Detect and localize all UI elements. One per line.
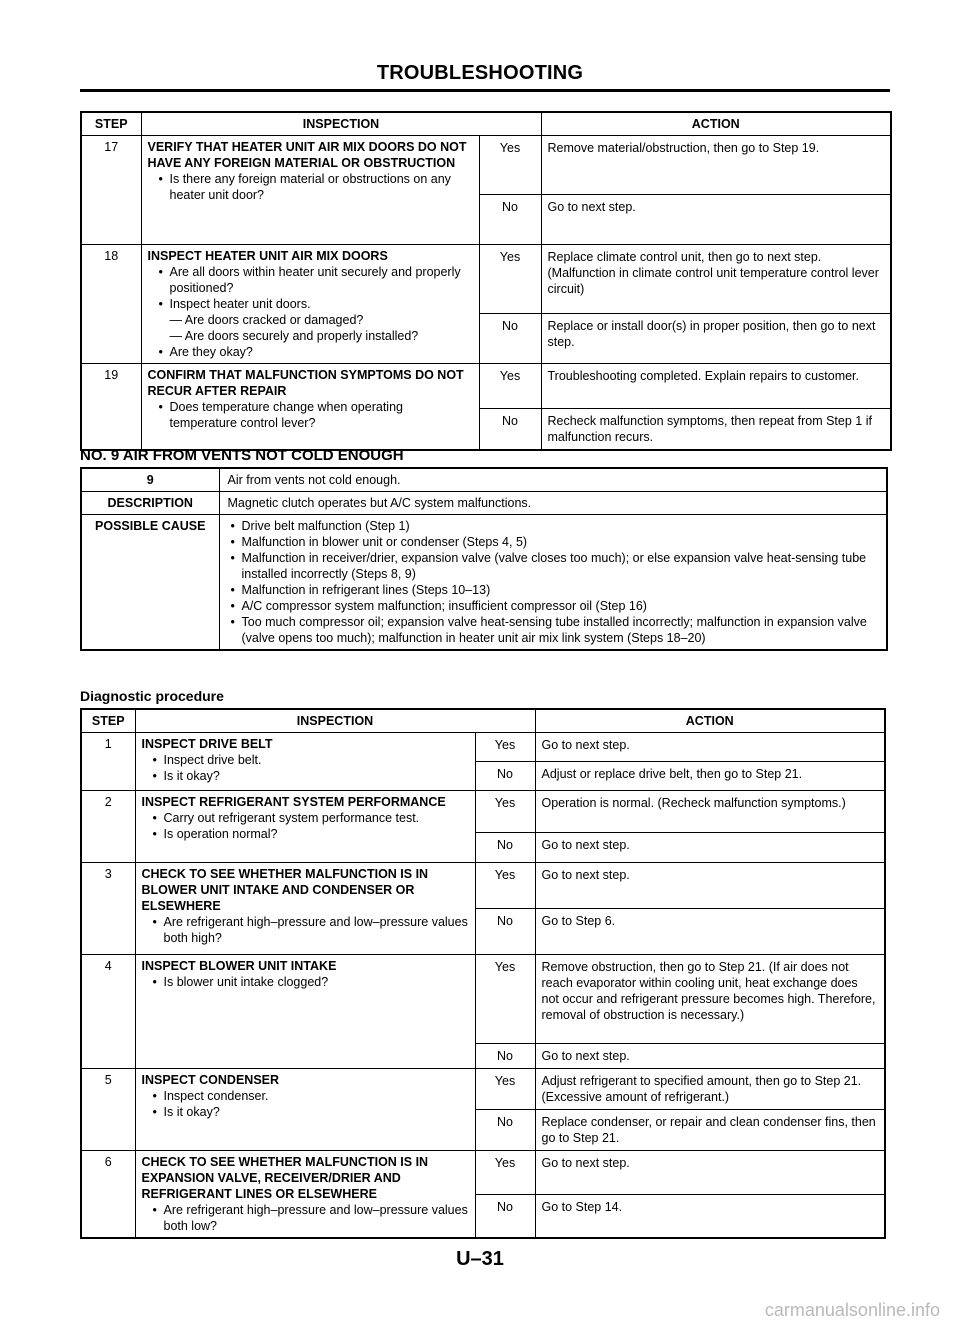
table-row bbox=[81, 492, 887, 515]
answer-no: No bbox=[475, 833, 535, 863]
step-number: 6 bbox=[81, 1151, 135, 1239]
table-row bbox=[81, 515, 887, 651]
inspection-item: • Carry out refrigerant system performance test. bbox=[142, 810, 469, 826]
watermark: carmanualsonline.info bbox=[764, 1300, 940, 1320]
title-divider bbox=[80, 89, 890, 92]
description-table bbox=[80, 467, 888, 651]
answer-yes: Yes bbox=[475, 733, 535, 762]
action-text: Operation is normal. (Recheck malfunction symptoms.) bbox=[535, 791, 885, 833]
action-text: Go to next step. bbox=[535, 833, 885, 863]
inspection-subitem: — Are doors securely and properly installed? bbox=[169, 329, 419, 343]
inspection-item: • Are they okay? bbox=[148, 344, 473, 360]
step-number: 19 bbox=[81, 364, 141, 451]
action-text: Troubleshooting completed. Explain repairs to customer. bbox=[541, 364, 891, 409]
possible-cause-label: POSSIBLE CAUSE bbox=[81, 515, 219, 651]
diagnostic-table bbox=[80, 708, 886, 1239]
section-heading: NO. 9 AIR FROM VENTS NOT COLD ENOUGH bbox=[80, 447, 404, 464]
inspection-item: • Are all doors within heater unit securely and properly positioned? bbox=[148, 264, 473, 296]
inspection-item: • Are refrigerant high–pressure and low–pressure values both low? bbox=[142, 1202, 469, 1234]
header-step: STEP bbox=[81, 112, 141, 136]
answer-yes: Yes bbox=[475, 863, 535, 909]
answer-no: No bbox=[475, 1195, 535, 1238]
action-text: Remove obstruction, then go to Step 21. (If air does not reach evaporator within cooling unit, heat exchange does not occur and refrigerant pressure becomes high. Therefore, removal of obstruction is necessary.) bbox=[535, 955, 885, 1044]
inspection-item: • Inspect drive belt. bbox=[142, 752, 469, 768]
answer-yes: Yes bbox=[475, 791, 535, 833]
inspection-item: • Is there any foreign material or obstructions on any heater unit door? bbox=[148, 171, 473, 203]
inspection-title: CHECK TO SEE WHETHER MALFUNCTION IS IN EXPANSION VALVE, RECEIVER/DRIER AND REFRIGERANT LINES OR ELSEWHERE bbox=[141, 1155, 429, 1201]
inspection-item: • Is operation normal? bbox=[142, 826, 469, 842]
table-row bbox=[81, 468, 887, 492]
table-row bbox=[81, 955, 885, 1044]
table-row bbox=[81, 791, 885, 833]
answer-yes: Yes bbox=[479, 364, 541, 409]
inspection-title: INSPECT CONDENSER bbox=[141, 1073, 280, 1087]
step-number: 5 bbox=[81, 1069, 135, 1151]
action-text: Go to next step. bbox=[535, 733, 885, 762]
inspection-title: INSPECT REFRIGERANT SYSTEM PERFORMANCE bbox=[141, 795, 446, 809]
inspection-cell bbox=[135, 1069, 475, 1151]
answer-no: No bbox=[475, 1110, 535, 1151]
inspection-cell bbox=[135, 1151, 475, 1239]
answer-no: No bbox=[479, 409, 541, 451]
cause-item: • Drive belt malfunction (Step 1) bbox=[220, 518, 879, 534]
answer-no: No bbox=[475, 762, 535, 791]
action-text: Go to next step. bbox=[541, 195, 891, 245]
description-label: DESCRIPTION bbox=[81, 492, 219, 515]
action-text: Adjust or replace drive belt, then go to Step 21. bbox=[535, 762, 885, 791]
inspection-item: • Is it okay? bbox=[142, 768, 469, 784]
answer-yes: Yes bbox=[479, 136, 541, 195]
description-text: Magnetic clutch operates but A/C system malfunctions. bbox=[219, 492, 887, 515]
table-row bbox=[81, 1069, 885, 1110]
inspection-title: CHECK TO SEE WHETHER MALFUNCTION IS IN BLOWER UNIT INTAKE AND CONDENSER OR ELSEWHERE bbox=[141, 867, 429, 913]
top-steps-table bbox=[80, 111, 892, 451]
action-text: Go to next step. bbox=[535, 1044, 885, 1069]
inspection-cell bbox=[135, 733, 475, 791]
cause-item: • Malfunction in blower unit or condenser (Steps 4, 5) bbox=[220, 534, 879, 550]
inspection-cell bbox=[141, 364, 479, 451]
inspection-cell bbox=[135, 863, 475, 955]
inspection-cell bbox=[135, 955, 475, 1069]
cause-item: • Malfunction in refrigerant lines (Steps 10–13) bbox=[220, 582, 879, 598]
table-row bbox=[81, 364, 891, 409]
symptom-text: Air from vents not cold enough. bbox=[219, 468, 887, 492]
inspection-item: • Are refrigerant high–pressure and low–pressure values both high? bbox=[142, 914, 469, 946]
table-row bbox=[81, 136, 891, 195]
header-step: STEP bbox=[81, 709, 135, 733]
action-text: Go to Step 14. bbox=[535, 1195, 885, 1238]
inspection-title: VERIFY THAT HEATER UNIT AIR MIX DOORS DO NOT HAVE ANY FOREIGN MATERIAL OR OBSTRUCTION bbox=[147, 140, 467, 170]
action-text: Replace or install door(s) in proper position, then go to next step. bbox=[541, 313, 891, 363]
step-number: 1 bbox=[81, 733, 135, 791]
step-number: 18 bbox=[81, 245, 141, 364]
header-action: ACTION bbox=[535, 709, 885, 733]
action-text: Replace condenser, or repair and clean condenser fins, then go to Step 21. bbox=[535, 1110, 885, 1151]
action-text: Go to Step 6. bbox=[535, 909, 885, 955]
step-number: 2 bbox=[81, 791, 135, 863]
inspection-item: • Is blower unit intake clogged? bbox=[142, 974, 469, 990]
inspection-item: • Inspect heater unit doors. bbox=[148, 296, 473, 312]
table-header-row bbox=[81, 112, 891, 136]
action-text: Go to next step. bbox=[535, 863, 885, 909]
inspection-title: INSPECT BLOWER UNIT INTAKE bbox=[141, 959, 337, 973]
step-number: 3 bbox=[81, 863, 135, 955]
answer-yes: Yes bbox=[479, 245, 541, 314]
header-action: ACTION bbox=[541, 112, 891, 136]
table-row bbox=[81, 245, 891, 314]
page-number: U–31 bbox=[456, 1248, 504, 1270]
inspection-title: INSPECT HEATER UNIT AIR MIX DOORS bbox=[147, 249, 388, 263]
action-text: Remove material/obstruction, then go to Step 19. bbox=[541, 136, 891, 195]
header-inspection: INSPECTION bbox=[135, 709, 535, 733]
inspection-cell bbox=[135, 791, 475, 863]
inspection-item: • Is it okay? bbox=[142, 1104, 469, 1120]
cause-item: • A/C compressor system malfunction; insufficient compressor oil (Step 16) bbox=[220, 598, 879, 614]
step-number: 4 bbox=[81, 955, 135, 1069]
inspection-cell bbox=[141, 136, 479, 245]
inspection-item: • Inspect condenser. bbox=[142, 1088, 469, 1104]
action-text: Replace climate control unit, then go to next step. (Malfunction in climate control unit temperature control lever circuit) bbox=[541, 245, 891, 314]
answer-no: No bbox=[475, 909, 535, 955]
symptom-number: 9 bbox=[81, 468, 219, 492]
action-text: Recheck malfunction symptoms, then repeat from Step 1 if malfunction recurs. bbox=[541, 409, 891, 451]
table-row bbox=[81, 733, 885, 762]
answer-no: No bbox=[475, 1044, 535, 1069]
table-row bbox=[81, 1151, 885, 1195]
answer-yes: Yes bbox=[475, 955, 535, 1044]
action-text: Go to next step. bbox=[535, 1151, 885, 1195]
answer-no: No bbox=[479, 313, 541, 363]
inspection-subitem: — Are doors cracked or damaged? bbox=[169, 313, 364, 327]
inspection-cell bbox=[141, 245, 479, 364]
cause-item: • Too much compressor oil; expansion valve heat-sensing tube installed incorrectly; malfunction in expansion valve (valve opens too much); malfunction in heater unit air mix link system (Steps 18–20) bbox=[220, 614, 879, 646]
step-number: 17 bbox=[81, 136, 141, 245]
table-row bbox=[81, 863, 885, 909]
inspection-title: CONFIRM THAT MALFUNCTION SYMPTOMS DO NOT RECUR AFTER REPAIR bbox=[147, 368, 464, 398]
possible-cause-list bbox=[219, 515, 887, 651]
inspection-item: • Does temperature change when operating temperature control lever? bbox=[148, 399, 473, 431]
inspection-title: INSPECT DRIVE BELT bbox=[141, 737, 273, 751]
answer-yes: Yes bbox=[475, 1151, 535, 1195]
answer-yes: Yes bbox=[475, 1069, 535, 1110]
cause-item: • Malfunction in receiver/drier, expansion valve (valve closes too much); or else expansion valve heat-sensing tube installed incorrectly (Steps 8, 9) bbox=[220, 550, 879, 582]
action-text: Adjust refrigerant to specified amount, then go to Step 21. (Excessive amount of refrigerant.) bbox=[535, 1069, 885, 1110]
table-header-row bbox=[81, 709, 885, 733]
diagnostic-heading: Diagnostic procedure bbox=[80, 688, 224, 704]
page-title: TROUBLESHOOTING bbox=[376, 62, 584, 84]
header-inspection: INSPECTION bbox=[141, 112, 541, 136]
answer-no: No bbox=[479, 195, 541, 245]
